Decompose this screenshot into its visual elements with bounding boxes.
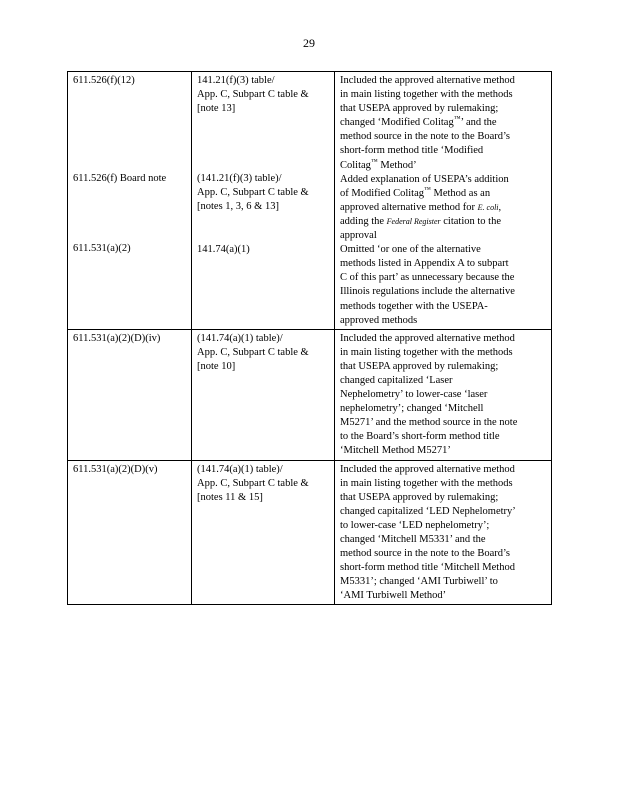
source-line: [notes 1, 3, 6 & 13] [197,201,279,213]
comment-cell [335,460,552,605]
comment-line: method source in the note to the Board’s [340,548,511,560]
comment-line: to lower-case ‘LED nephelometry’; [340,519,490,531]
comment-line: changed capitalized ‘LED Nephelometry’ [340,505,516,517]
section-number: 611.531(a)(2)(D)(v) [73,463,158,475]
comment-line: adding the Federal Register citation to the [340,215,502,227]
comment-line: Omitted ‘or one of the alternative [340,244,481,256]
comment-line: changed ‘Modified Colitag™’ and the [340,114,497,129]
source-line: (141.74(a)(1) table)/ [197,463,283,475]
comment-line: Added explanation of USEPA’s addition [340,173,509,185]
source-line: App. C, Subpart C table & [197,346,309,358]
source-cell [192,460,335,605]
comment-line: Nephelometry’ to lower-case ‘laser [340,389,488,401]
section-cell [68,460,192,605]
comment-line: approved alternative method for E. coli, [340,201,502,213]
comment-line: of Modified Colitag™ Method as an [340,185,491,199]
comment-line: method source in the note to the Board’s [340,131,511,143]
page-number: 29 [303,36,315,50]
comment-line: Illinois regulations include the alternative [340,286,515,298]
source-line: (141.21(f)(3) table)/ [197,173,282,185]
section-cell [68,72,192,330]
source-line: [note 13] [197,103,236,115]
comment-line: short-form method title ‘Mitchell Method [340,562,515,574]
comment-line: methods listed in Appendix A to subpart [340,258,509,270]
comment-line: that USEPA approved by rulemaking; [340,103,499,115]
comment-line: changed capitalized ‘Laser [340,374,453,386]
comment-line: ‘AMI Turbiwell Method’ [340,590,447,602]
comment-line: approved methods [340,314,418,326]
section-number: 611.526(f) Board note [73,173,167,185]
comment-line: in main listing together with the methods [340,346,513,358]
comment-line: Included the approved alternative method [340,332,515,344]
section-cell [68,329,192,460]
comment-line: that USEPA approved by rulemaking; [340,491,499,503]
comment-line: Colitag™ Method’ [340,157,417,171]
source-line: [note 10] [197,360,236,372]
comment-line: methods together with the USEPA- [340,300,488,312]
section-number: 611.531(a)(2)(D)(iv) [73,332,161,344]
source-cell [192,329,335,460]
comment-line: ‘Mitchell Method M5271’ [340,445,451,457]
source-line: App. C, Subpart C table & [197,477,309,489]
comment-line: M5331’; changed ‘AMI Turbiwell’ to [340,576,498,588]
comment-line: Included the approved alternative method [340,75,515,86]
comment-line: to the Board’s short-form method title [340,431,500,443]
comment-line: that USEPA approved by rulemaking; [340,360,499,372]
source-line: 141.21(f)(3) table/ [197,75,275,86]
amendment-table [67,71,552,605]
section-number: 611.531(a)(2) [73,243,131,255]
source-line: App. C, Subpart C table & [197,89,309,101]
comment-line: M5271’ and the method source in the note [340,417,518,429]
table-row [68,72,552,330]
comment-cell [335,329,552,460]
comment-cell [335,72,552,330]
comment-line: Included the approved alternative method [340,463,515,475]
table-row [68,329,552,460]
table-row [68,460,552,605]
comment-line: nephelometry’; changed ‘Mitchell [340,403,484,415]
source-line: [notes 11 & 15] [197,491,263,503]
comment-line: in main listing together with the methods [340,477,513,489]
comment-line: short-form method title ‘Modified [340,145,484,157]
source-cell [192,72,335,330]
comment-line: in main listing together with the methods [340,89,513,101]
source-line: App. C, Subpart C table & [197,187,309,199]
source-line: (141.74(a)(1) table)/ [197,332,283,344]
comment-line: C of this part’ as unnecessary because the [340,272,515,284]
section-number: 611.526(f)(12) [73,75,135,86]
comment-line: changed ‘Mitchell M5331’ and the [340,534,486,545]
source-line: 141.74(a)(1) [197,243,250,255]
comment-line: approval [340,230,377,242]
